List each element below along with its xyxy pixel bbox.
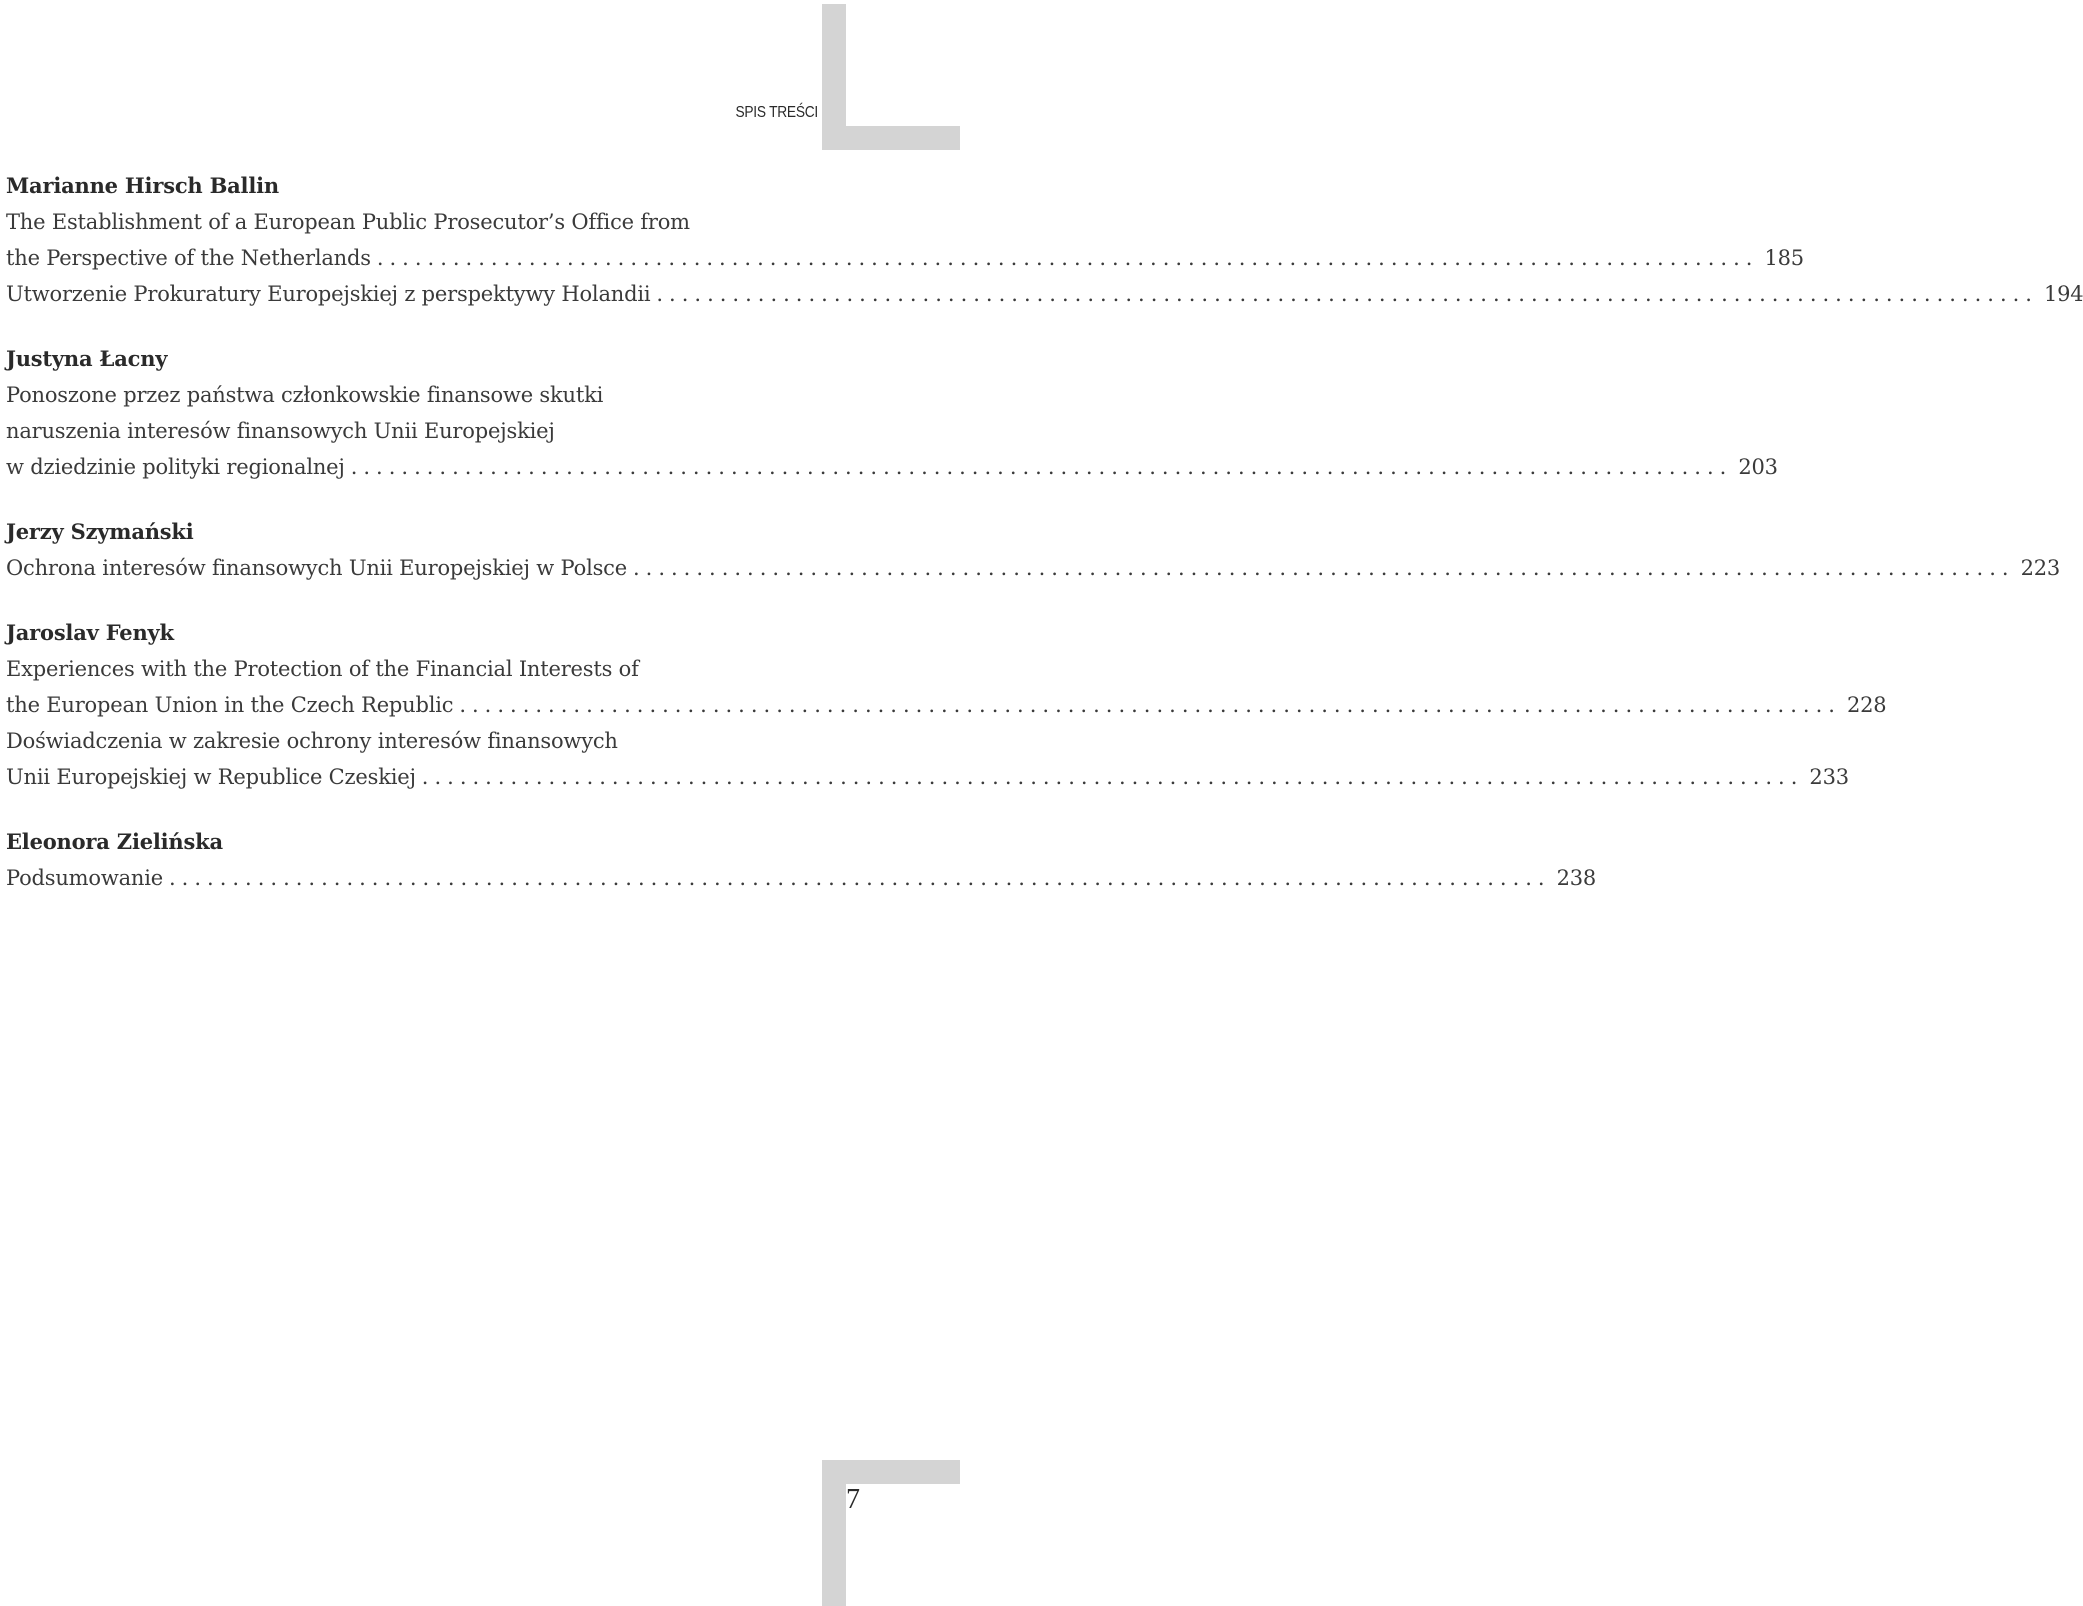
corner-mark-horizontal xyxy=(822,126,960,150)
toc-page-number: 233 xyxy=(1809,765,1849,789)
toc-title-text: Ochrona interesów finansowych Unii Europejskiej w Polsce xyxy=(6,556,627,580)
toc-title-text: w dziedzinie polityki regionalnej xyxy=(6,455,345,479)
toc-author: Justyna Łacny xyxy=(6,346,168,371)
toc-entry xyxy=(6,341,1778,485)
toc-title-text: Unii Europejskiej w Republice Czeskiej xyxy=(6,765,416,789)
folio-inner xyxy=(846,1484,960,1606)
dot-leader: ............................................................................................................. xyxy=(459,693,1841,717)
toc-entry xyxy=(6,514,2061,586)
toc-title-line[interactable] xyxy=(6,687,1887,723)
toc-title-text: Podsumowanie xyxy=(6,866,163,890)
toc-title-text: the European Union in the Czech Republic xyxy=(6,693,454,717)
dot-leader: ............................................................................................................. xyxy=(656,282,2038,306)
toc-title-line: naruszenia interesów finansowych Unii Europejskiej xyxy=(6,419,555,443)
toc-title-line: Experiences with the Protection of the Financial Interests of xyxy=(6,657,639,681)
toc-entry xyxy=(6,824,1597,896)
toc-title-line[interactable] xyxy=(6,276,2083,312)
toc-title-line[interactable] xyxy=(6,759,1849,795)
toc-title-line: Ponoszone przez państwa członkowskie finansowe skutki xyxy=(6,383,604,407)
running-head: SPIS TREŚCI xyxy=(735,104,818,121)
toc-page-number: 223 xyxy=(2020,556,2061,580)
toc-page-number: 238 xyxy=(1556,866,1597,890)
toc-author: Jaroslav Fenyk xyxy=(6,620,174,645)
toc-author: Eleonora Zielińska xyxy=(6,829,223,854)
toc-page-number: 185 xyxy=(1764,246,1804,270)
toc-title-line[interactable] xyxy=(6,449,1778,485)
toc-page-number: 228 xyxy=(1846,693,1887,717)
toc-title-line: The Establishment of a European Public Prosecutor’s Office from xyxy=(6,210,690,234)
dot-leader: ............................................................................................................. xyxy=(632,556,2015,580)
toc-title-line: Doświadczenia w zakresie ochrony interesów finansowych xyxy=(6,729,618,753)
toc-author: Marianne Hirsch Ballin xyxy=(6,173,279,198)
dot-leader: ............................................................................................................. xyxy=(350,455,1733,479)
toc-page-number: 203 xyxy=(1738,455,1778,479)
toc-title-line[interactable] xyxy=(6,240,1804,276)
dot-leader: ............................................................................................................. xyxy=(376,246,1759,270)
toc-entry xyxy=(6,168,2083,312)
page-number: 7 xyxy=(846,1484,860,1515)
toc-title-line[interactable] xyxy=(6,550,2061,586)
dot-leader: ............................................................................................................. xyxy=(169,866,1551,890)
toc-title-text: Utworzenie Prokuratury Europejskiej z perspektywy Holandii xyxy=(6,282,651,306)
toc-page-number: 194 xyxy=(2043,282,2083,306)
toc-title-text: the Perspective of the Netherlands xyxy=(6,246,371,270)
toc-title-line[interactable] xyxy=(6,860,1597,896)
toc-author: Jerzy Szymański xyxy=(6,519,194,544)
table-of-contents xyxy=(6,168,2083,925)
dot-leader: ............................................................................................................. xyxy=(421,765,1804,789)
toc-entry xyxy=(6,615,1887,795)
